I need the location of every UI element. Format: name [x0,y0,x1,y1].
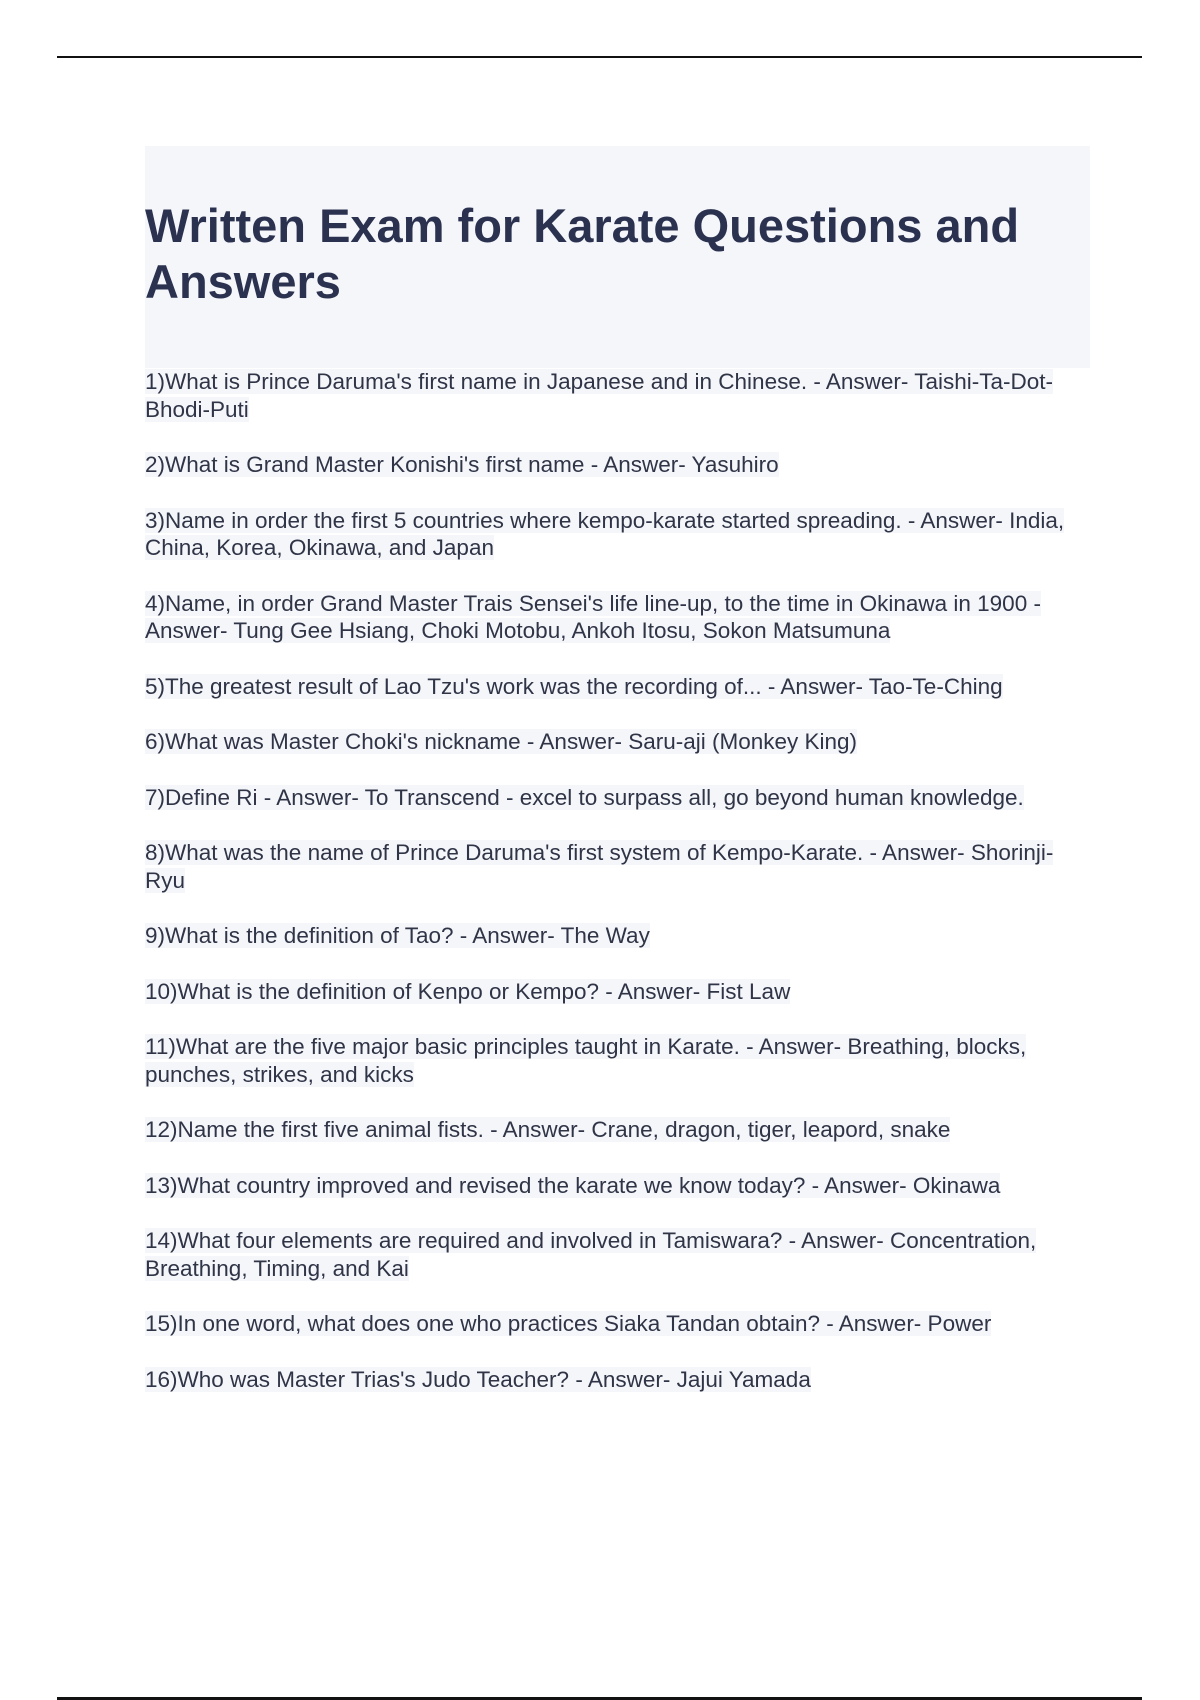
top-rule [57,56,1142,58]
document-title: Written Exam for Karate Questions and Answers [145,199,1020,308]
qa-item-10: 10)What is the definition of Kenpo or Kempo? - Answer- Fist Law [145,978,791,1004]
qa-item-11: 11)What are the five major basic principles taught in Karate. - Answer- Breathing, blocks, punches, strikes, and kicks [145,1034,1027,1087]
qa-item-6: 6)What was Master Choki's nickname - Answer- Saru-aji (Monkey King) [145,729,858,754]
qa-item-14: 14)What four elements are required and involved in Tamiswara? - Answer- Concentration, Breathing, Timing, and Kai [145,1228,1037,1281]
qa-item-3: 3)Name in order the first 5 countries where kempo-karate started spreading. - Answer- India, China, Korea, Okinawa, and Japan [145,507,1065,560]
qa-list [145,368,1090,1421]
qa-item-13: 13)What country improved and revised the karate we know today? - Answer- Okinawa [145,1172,1001,1198]
qa-item-2: 2)What is Grand Master Konishi's first name - Answer- Yasuhiro [145,452,779,477]
qa-item-5: 5)The greatest result of Lao Tzu's work was the recording of... - Answer- Tao-Te-Ching [145,673,1003,699]
qa-item-7: 7)Define Ri - Answer- To Transcend - excel to surpass all, go beyond human knowledge. [145,784,1024,810]
qa-item-16: 16)Who was Master Trias's Judo Teacher? - Answer- Jajui Yamada [145,1366,811,1392]
qa-item-4: 4)Name, in order Grand Master Trais Sensei's life line-up, to the time in Okinawa in 1900 - Answer- Tung Gee Hsiang, Choki Motobu, Ankoh Itosu, Sokon Matsumuna [145,590,1041,643]
qa-item-9: 9)What is the definition of Tao? - Answer- The Way [145,923,650,948]
qa-item-15: 15)In one word, what does one who practices Siaka Tandan obtain? - Answer- Power [145,1311,992,1336]
qa-item-12: 12)Name the first five animal fists. - Answer- Crane, dragon, tiger, leapord, snake [145,1117,951,1142]
qa-item-1: 1)What is Prince Daruma's first name in Japanese and in Chinese. - Answer- Taishi-Ta-Dot-Bhodi-Puti [145,369,1053,422]
qa-item-8: 8)What was the name of Prince Daruma's first system of Kempo-Karate. - Answer- Shorinji-Ryu [145,840,1054,893]
